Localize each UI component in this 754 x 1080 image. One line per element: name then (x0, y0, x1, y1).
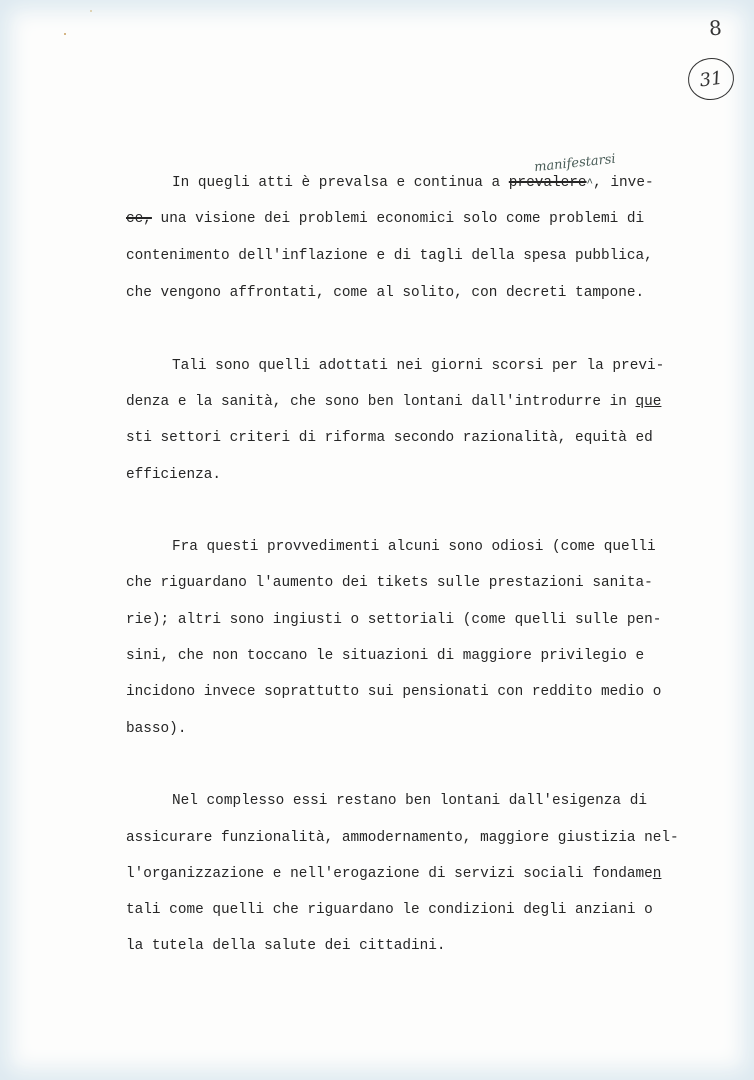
paragraph-1-line-3: contenimento dell'inflazione e di tagli della spesa pubblica, (126, 248, 653, 264)
struck-word: ce, (126, 211, 152, 227)
paragraph-1-line-1 (172, 174, 654, 193)
folio-number (685, 55, 736, 103)
underlined-syllable: n (652, 866, 662, 882)
paragraph-4-line-5: la tutela della salute dei cittadini. (126, 938, 446, 954)
underlined-syllable: que (635, 394, 662, 410)
paragraph-2-line-1: Tali sono quelli adottati nei giorni scorsi per la previ- (172, 358, 665, 374)
line-text: In quegli atti è prevalsa e continua a (172, 175, 509, 191)
paragraph-3-line-2: che riguardano l'aumento dei tikets sulle prestazioni sanita- (126, 575, 653, 591)
paragraph-4-line-4: tali come quelli che riguardano le condizioni degli anziani o (126, 902, 653, 918)
paper-speck (90, 10, 92, 12)
paragraph-2-line-3: sti settori criteri di riforma secondo razionalità, equità ed (126, 430, 653, 446)
folio-number-text: 31 (698, 67, 724, 91)
paper-speck (64, 33, 66, 35)
paragraph-1-line-4: che vengono affrontati, come al solito, con decreti tampone. (126, 285, 645, 301)
paragraph-3-line-3: rie); altri sono ingiusti o settoriali (come quelli sulle pen- (126, 612, 662, 628)
paragraph-2-line-2 (126, 393, 661, 411)
struck-word: prevalere (508, 175, 587, 191)
paragraph-2-line-4: efficienza. (126, 467, 221, 483)
line-text: una visione dei problemi economici solo come problemi di (151, 211, 645, 227)
paragraph-3-line-6: basso). (126, 721, 187, 737)
paragraph-1-line-2 (126, 210, 644, 228)
line-text-after: , inve- (593, 175, 654, 191)
insertion-caret: ^ (586, 178, 594, 190)
paragraph-3-line-4: sini, che non toccano le situazioni di maggiore privilegio e (126, 648, 645, 664)
paragraph-3-line-1: Fra questi provvedimenti alcuni sono odiosi (come quelli (172, 539, 656, 555)
paragraph-4-line-3 (126, 865, 661, 883)
paragraph-4-line-2: assicurare funzionalità, ammodernamento, maggiore giustizia nel- (126, 830, 679, 846)
handwritten-insertion: manifestarsi (533, 151, 617, 176)
paragraph-4-line-1: Nel complesso essi restano ben lontani dall'esigenza di (172, 793, 647, 809)
line-text: denza e la sanità, che sono ben lontani dall'introdurre in (126, 394, 636, 410)
corner-mark: 8 (708, 15, 723, 41)
paragraph-3-line-5: incidono invece soprattutto sui pensionati con reddito medio o (126, 684, 662, 700)
line-text: l'organizzazione e nell'erogazione di servizi sociali fondame (126, 866, 653, 882)
